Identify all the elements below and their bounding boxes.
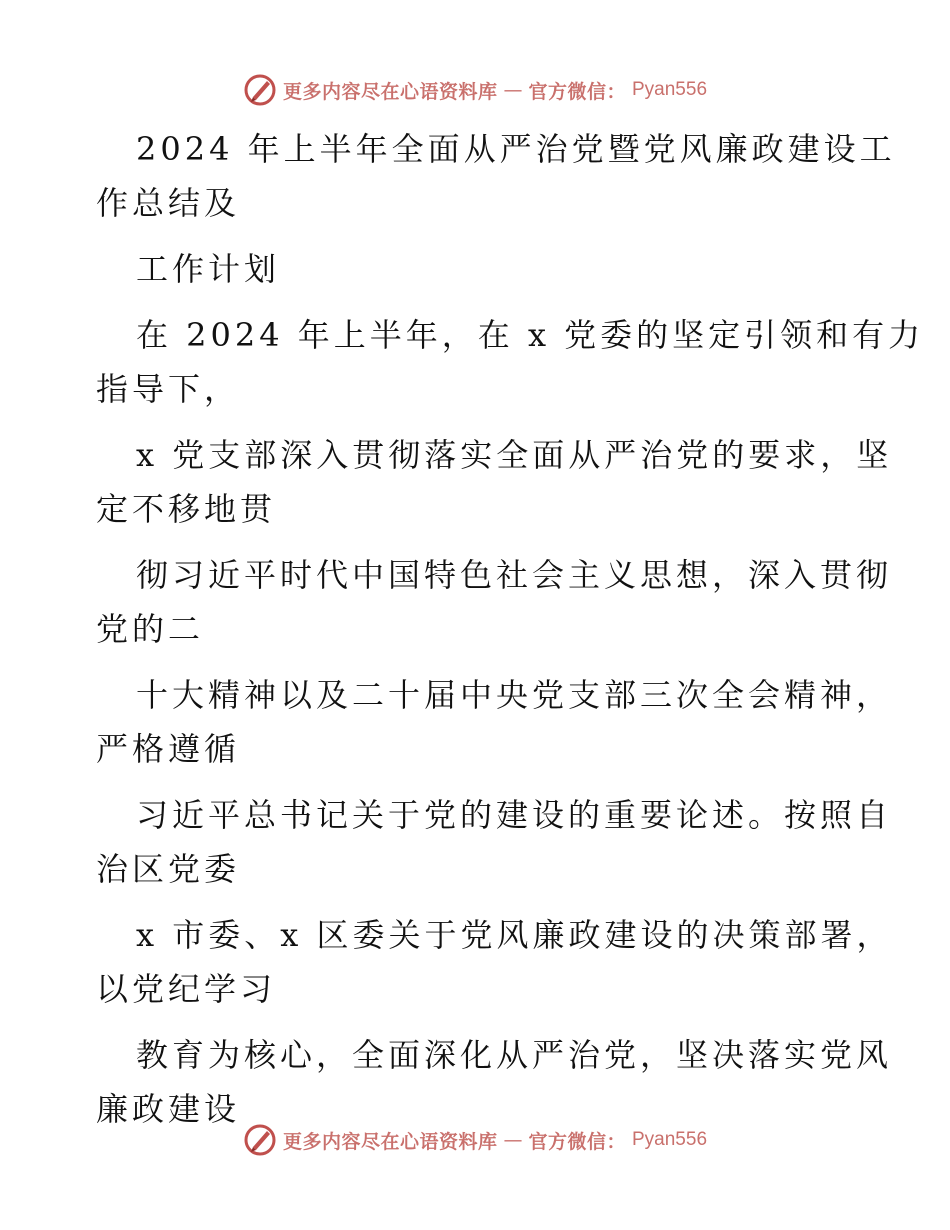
paragraph	[96, 668, 893, 776]
paragraph-line: 在 2024 年上半年，在 x 党委的坚定引领和有力	[136, 316, 925, 354]
watermark-footer	[0, 1122, 950, 1158]
paragraph	[96, 908, 893, 1016]
document-body	[96, 122, 925, 1148]
paragraph-line: 以党纪学习	[96, 970, 277, 1008]
watermark-header	[0, 72, 950, 108]
paragraph	[96, 788, 893, 896]
paragraph	[96, 242, 856, 296]
watermark-text: 更多内容尽在心语资料库	[282, 1130, 498, 1153]
paragraph-line: 十大精神以及二十届中央党支部三次全会精神，	[136, 676, 893, 714]
watermark-separator: —	[503, 79, 523, 101]
paragraph-line: 指导下，	[96, 370, 241, 408]
watermark-label: 官方微信：	[528, 1130, 626, 1153]
paragraph	[96, 548, 893, 656]
paragraph-line: 习近平总书记关于党的建设的重要论述。按照自	[136, 796, 893, 834]
paragraph	[96, 1028, 893, 1136]
watermark-separator: —	[503, 1129, 523, 1151]
pen-logo-icon	[243, 1123, 277, 1157]
paragraph-line: 党的二	[96, 610, 205, 648]
paragraph	[96, 428, 893, 536]
paragraph-line: 廉政建设	[96, 1090, 241, 1128]
paragraph-line: x 党支部深入贯彻落实全面从严治党的要求，坚	[136, 436, 893, 474]
watermark-handle: Pyan556	[632, 79, 708, 100]
paragraph-line: 作总结及	[96, 184, 241, 222]
watermark-handle: Pyan556	[632, 1129, 708, 1150]
paragraph	[96, 308, 925, 416]
paragraph-line: 2024 年上半年全面从严治党暨党风廉政建设工	[136, 130, 896, 168]
paragraph-line: 教育为核心，全面深化从严治党，坚决落实党风	[136, 1036, 893, 1074]
watermark-label: 官方微信：	[528, 80, 626, 103]
paragraph-line: 彻习近平时代中国特色社会主义思想，深入贯彻	[136, 556, 893, 594]
paragraph-line: 定不移地贯	[96, 490, 277, 528]
pen-logo-icon	[243, 73, 277, 107]
paragraph	[96, 122, 896, 230]
watermark-text: 更多内容尽在心语资料库	[282, 80, 498, 103]
paragraph-line: x 市委、x 区委关于党风廉政建设的决策部署，	[136, 916, 893, 954]
paragraph-line: 治区党委	[96, 850, 241, 888]
paragraph-line: 工作计划	[136, 250, 281, 288]
paragraph-line: 严格遵循	[96, 730, 241, 768]
